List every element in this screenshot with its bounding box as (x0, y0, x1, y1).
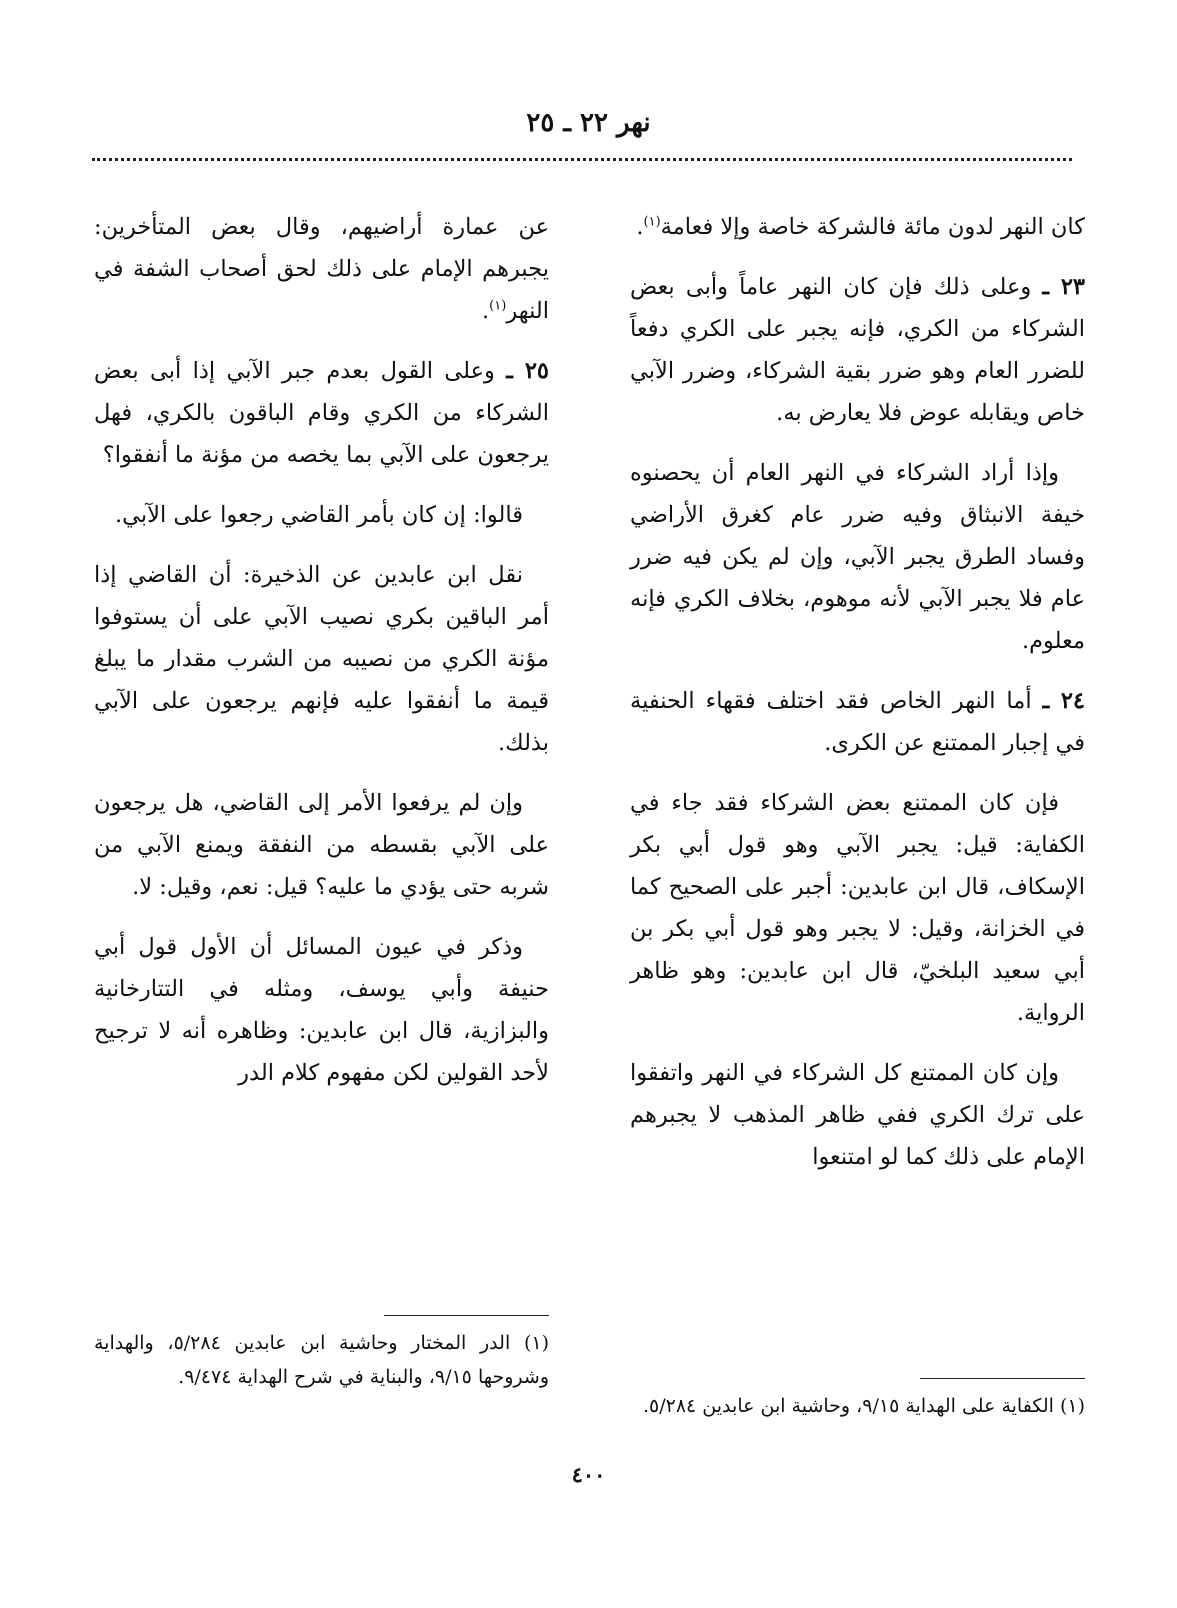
numbered-paragraph-23: ٢٣ ـ وعلى ذلك فإن كان النهر عاماً وأبى بعض الشركاء من الكري، فإنه يجبر على الكري دفعاً للضرر العام وهو ضرر بقية الشركاء، وضرر الآبي خاص ويقابله عوض فلا يعارض به. (630, 274, 1085, 426)
paragraph: فإن كان الممتنع بعض الشركاء فقد جاء في الكفاية: قيل: يجبر الآبي وهو قول أبي بكر الإسكاف، قال ابن عابدين: أجبر على الصحيح كما في الخزانة، وقيل: لا يجبر وهو قول أبي بكر بن أبي سعيد البلخيّ، قال ابن عابدين: وهو ظاهر الرواية. (630, 790, 1085, 1026)
footnote: (١) الكفاية على الهداية ٩/١٥، وحاشية ابن عابدين ٥/٢٨٤. (642, 1395, 1085, 1417)
footnote-block-right (630, 1378, 1085, 1423)
paragraph: كان النهر لدون مائة فالشركة خاصة وإلا فعامة$^{(١)}$. (636, 214, 1085, 240)
footnote-number: (١) (1059, 1395, 1085, 1417)
paragraph: وإن كان الممتنع كل الشركاء في النهر واتفقوا على ترك الكري ففي ظاهر المذهب لا يجبرهم الإمام على ذلك كما لو امتنعوا (630, 1060, 1085, 1170)
footnote-marker: (١) (643, 214, 661, 230)
paragraph-number: ٢٤ ـ (1042, 688, 1085, 714)
footnote-marker: (١) (489, 298, 507, 314)
right-text-column (630, 206, 1085, 1196)
paragraph-number: ٢٥ ـ (506, 358, 549, 384)
left-text-column (94, 206, 549, 1112)
page-number: ٤٠٠ (571, 1462, 606, 1487)
numbered-paragraph-25: ٢٥ ـ وعلى القول بعدم جبر الآبي إذا أبى بعض الشركاء من الكري وقام الباقون بالكري، فهل يرجعون على الآبي بما يخصه من مؤنة ما أنفقوا؟ (94, 358, 549, 468)
footnote: (١) الدر المختار وحاشية ابن عابدين ٥/٢٨٤، والهداية وشروحها ٩/١٥، والبناية في شرح الهداية ٩/٤٧٤. (94, 1332, 549, 1388)
footnote-divider (920, 1378, 1085, 1379)
footnote-divider (384, 1315, 549, 1316)
paragraph: وإذا أراد الشركاء في النهر العام أن يحصنوه خيفة الانبثاق وفيه ضرر عام كغرق الأراضي وفساد الطرق يجبر الآبي، وإن لم يكن فيه ضرر عام فلا يجبر الآبي لأنه موهوم، بخلاف الكري فإنه معلوم. (630, 460, 1085, 654)
paragraph: عن عمارة أراضيهم، وقال بعض المتأخرين: يجبرهم الإمام على ذلك لحق أصحاب الشفة في النهر$^{(١)}$. (94, 214, 549, 324)
paragraph-number: ٢٣ ـ (1042, 274, 1085, 300)
paragraph: وذكر في عيون المسائل أن الأول قول أبي حنيفة وأبي يوسف، ومثله في التتارخانية والبزازية، قال ابن عابدين: وظاهره أنه لا ترجيح لأحد القولين لكن مفهوم كلام الدر (94, 934, 549, 1086)
paragraph: نقل ابن عابدين عن الذخيرة: أن القاضي إذا أمر الباقين بكري نصيب الآبي على أن يستوفوا مؤنة الكري من نصيبه من الشرب مقدار ما يبلغ قيمة ما أنفقوا عليه فإنهم يرجعون على الآبي بذلك. (94, 562, 549, 756)
paragraph: وإن لم يرفعوا الأمر إلى القاضي، هل يرجعون على الآبي بقسطه من النفقة ويمنع الآبي من شربه حتى يؤدي ما عليه؟ قيل: نعم، وقيل: لا. (94, 790, 549, 900)
footnote-block-left (94, 1315, 549, 1394)
paragraph: قالوا: إن كان بأمر القاضي رجعوا على الآبي. (114, 502, 523, 528)
page-header-title: نهر ٢٢ ـ ٢٥ (526, 108, 651, 138)
numbered-paragraph-24: ٢٤ ـ أما النهر الخاص فقد اختلف فقهاء الحنفية في إجبار الممتنع عن الكرى. (630, 688, 1085, 756)
footnote-number: (١) (523, 1332, 549, 1354)
header-dotted-divider (92, 158, 1072, 161)
